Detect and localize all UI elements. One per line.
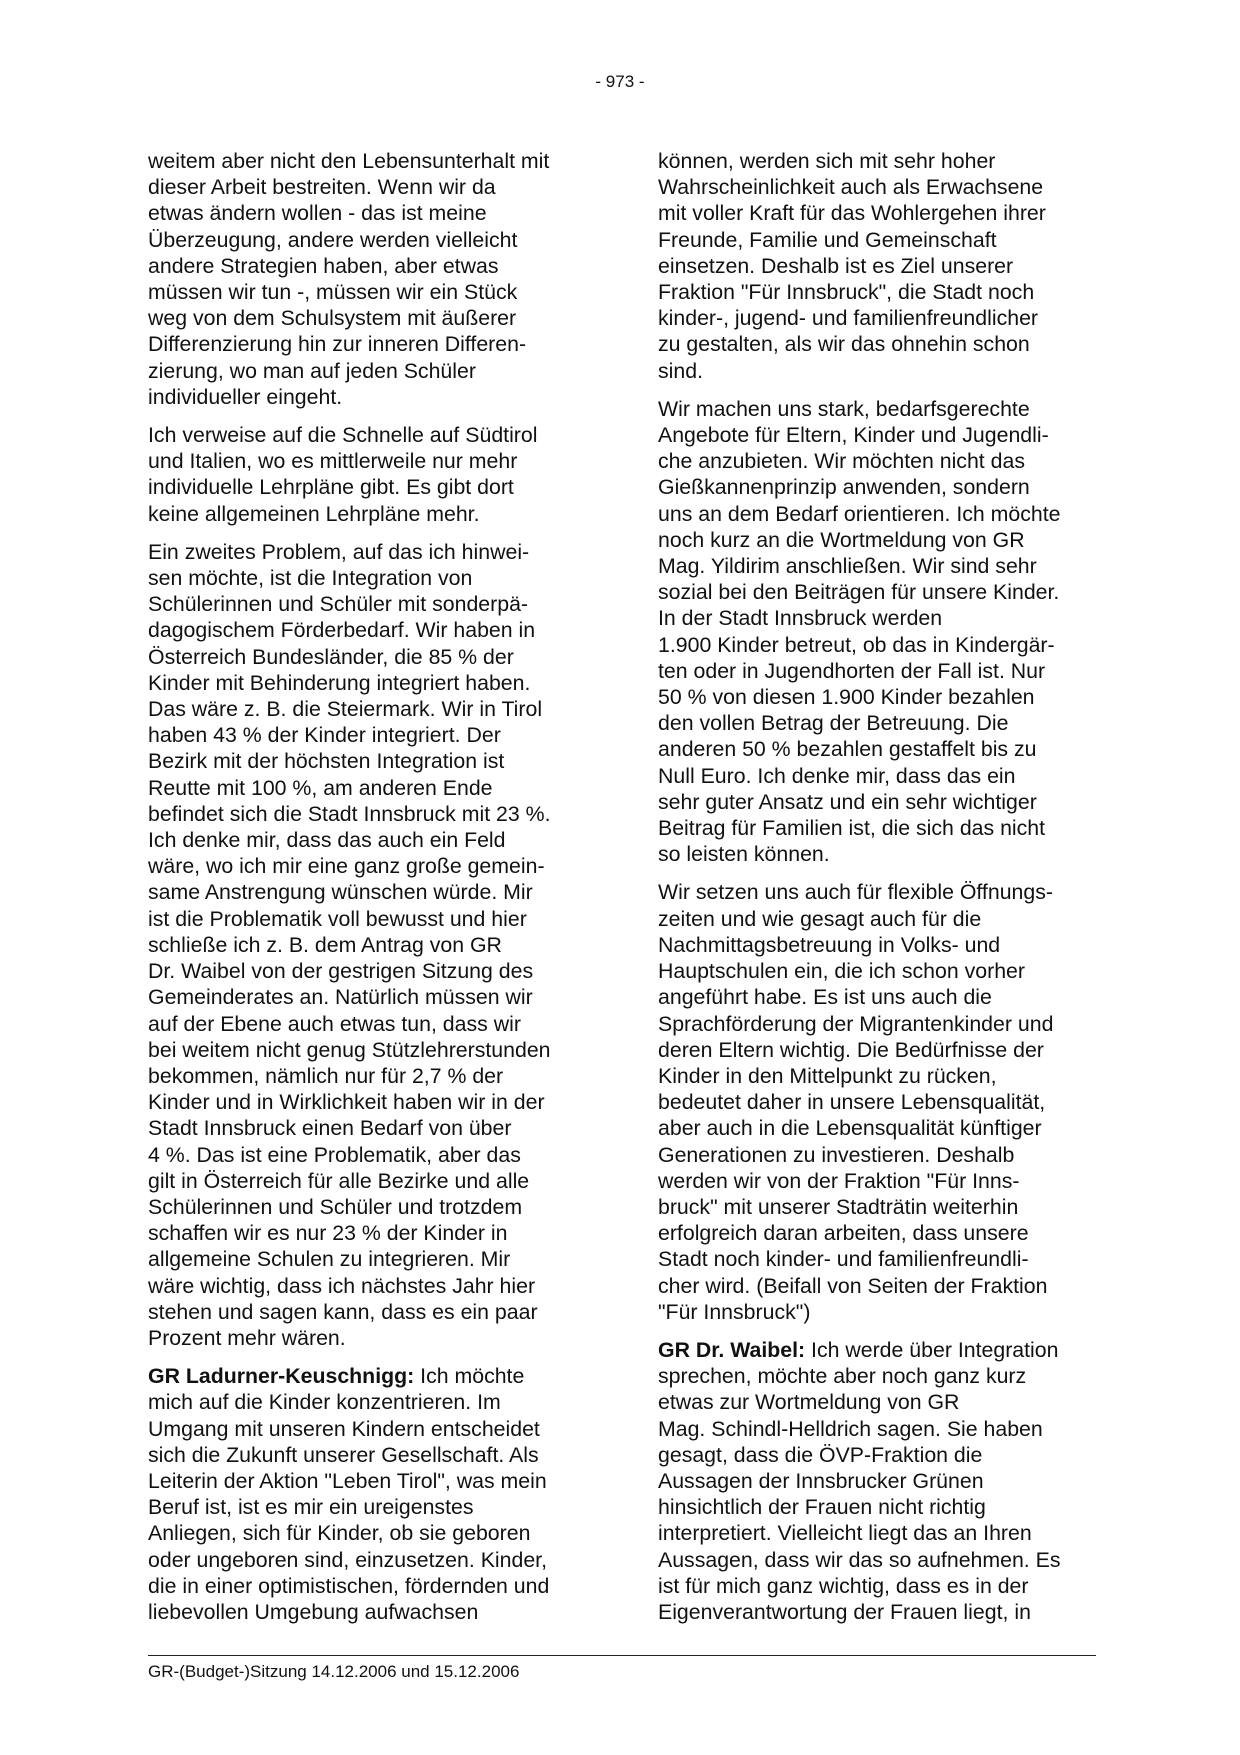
- paragraph: [658, 1337, 1098, 1625]
- paragraph-line: ist für mich ganz wichtig, dass es in der: [658, 1573, 1029, 1598]
- paragraph-line: Umgang mit unseren Kindern entscheidet: [148, 1416, 540, 1441]
- paragraph-line: Schülerinnen und Schüler mit sonderpä-: [148, 592, 529, 617]
- paragraph-line: Stadt Innsbruck einen Bedarf von über: [148, 1116, 512, 1141]
- paragraph-line: dieser Arbeit bestreiten. Wenn wir da: [148, 175, 496, 200]
- paragraph-line: oder ungeboren sind, einzusetzen. Kinder,: [148, 1547, 548, 1572]
- paragraph-line: Wahrscheinlichkeit auch als Erwachsene: [658, 175, 1044, 200]
- left-column: [148, 148, 588, 1637]
- paragraph-line: Mag. Schindl-Helldrich sagen. Sie haben: [658, 1416, 1043, 1441]
- paragraph-line: Kinder mit Behinderung integriert haben.: [148, 670, 531, 695]
- paragraph-line: Anliegen, sich für Kinder, ob sie geboren: [148, 1521, 531, 1546]
- paragraph-line: bedeutet daher in unsere Lebensqualität,: [658, 1090, 1046, 1115]
- paragraph-line: zierung, wo man auf jeden Schüler: [148, 358, 476, 383]
- paragraph-line: Leiterin der Aktion "Leben Tirol", was mein: [148, 1468, 547, 1493]
- paragraph-line: Das wäre z. B. die Steiermark. Wir in Tirol: [148, 697, 543, 722]
- paragraph-line: schließe ich z. B. dem Antrag von GR: [148, 932, 502, 957]
- paragraph-line: Stadt noch kinder- und familienfreundli-: [658, 1247, 1029, 1272]
- paragraph-line: und Italien, wo es mittlerweile nur mehr: [148, 449, 518, 474]
- paragraph-line: Ich denke mir, dass das auch ein Feld: [148, 828, 506, 853]
- speaker-name: GR Dr. Waibel:: [658, 1337, 806, 1362]
- paragraph: [148, 148, 588, 410]
- paragraph-line: so leisten können.: [658, 842, 830, 867]
- paragraph-line: Sprachförderung der Migrantenkinder und: [658, 1011, 1054, 1036]
- paragraph-line: Fraktion "Für Innsbruck", die Stadt noch: [658, 280, 1035, 305]
- paragraph: [658, 879, 1098, 1324]
- paragraph-line: mit voller Kraft für das Wohlergehen ihrer: [658, 201, 1046, 226]
- paragraph-line: Aussagen, dass wir das so aufnehmen. Es: [658, 1547, 1061, 1572]
- paragraph-line: Aussagen der Innsbrucker Grünen: [658, 1468, 984, 1493]
- paragraph-line: Dr. Waibel von der gestrigen Sitzung des: [148, 959, 534, 984]
- paragraph: [658, 396, 1098, 868]
- paragraph-line: aber auch in die Lebensqualität künftiger: [658, 1116, 1042, 1141]
- paragraph: [658, 148, 1098, 384]
- paragraph-line: Beruf ist, ist es mir ein ureigenstes: [148, 1495, 474, 1520]
- paragraph-line: Überzeugung, andere werden vielleicht: [148, 227, 518, 252]
- paragraph-line: Ein zweites Problem, auf das ich hinwei-: [148, 539, 530, 564]
- paragraph-line: Kinder und in Wirklichkeit haben wir in der: [148, 1090, 545, 1115]
- paragraph-line: Reutte mit 100 %, am anderen Ende: [148, 775, 493, 800]
- paragraph-line: werden wir von der Fraktion "Für Inns-: [658, 1168, 1020, 1193]
- paragraph-line: Beitrag für Familien ist, die sich das nicht: [658, 816, 1046, 841]
- paragraph-line: weg von dem Schulsystem mit äußerer: [148, 306, 517, 331]
- paragraph-line: interpretiert. Vielleicht liegt das an Ihren: [658, 1521, 1032, 1546]
- paragraph-line: Freunde, Familie und Gemeinschaft: [658, 227, 997, 252]
- paragraph-line: befindet sich die Stadt Innsbruck mit 23 %.: [148, 801, 551, 826]
- paragraph-line: Hauptschulen ein, die ich schon vorher: [658, 959, 1025, 984]
- paragraph-line: Generationen zu investieren. Deshalb: [658, 1142, 1015, 1167]
- paragraph-line: individueller eingeht.: [148, 384, 343, 409]
- paragraph-line: Prozent mehr wären.: [148, 1325, 346, 1350]
- paragraph-line: dagogischem Förderbedarf. Wir haben in: [148, 618, 536, 643]
- paragraph-line: 1.900 Kinder betreut, ob das in Kindergär-: [658, 632, 1055, 657]
- paragraph-line: deren Eltern wichtig. Die Bedürfnisse der: [658, 1037, 1044, 1062]
- speaker-text: Ich möchte: [414, 1364, 525, 1389]
- paragraph: [148, 539, 588, 1351]
- paragraph-line: etwas zur Wortmeldung von GR: [658, 1390, 960, 1415]
- paragraph-line: angeführt habe. Es ist uns auch die: [658, 985, 992, 1010]
- paragraph-line: Gießkannenprinzip anwenden, sondern: [658, 475, 1030, 500]
- paragraph-line: Null Euro. Ich denke mir, dass das ein: [658, 763, 1016, 788]
- speaker-name: GR Ladurner-Keuschnigg:: [148, 1364, 415, 1389]
- paragraph-line: Österreich Bundesländer, die 85 % der: [148, 644, 514, 669]
- paragraph-line: liebevollen Umgebung aufwachsen: [148, 1599, 479, 1624]
- paragraph-line: Nachmittagsbetreuung in Volks- und: [658, 932, 1001, 957]
- paragraph-line: den vollen Betrag der Betreuung. Die: [658, 711, 1009, 736]
- paragraph-line: müssen wir tun -, müssen wir ein Stück: [148, 280, 518, 305]
- paragraph-line: Schülerinnen und Schüler und trotzdem: [148, 1194, 523, 1219]
- paragraph-line: wäre, wo ich mir eine ganz große gemein-: [148, 854, 545, 879]
- paragraph-line: Kinder in den Mittelpunkt zu rücken,: [658, 1063, 997, 1088]
- paragraph-line: Wir setzen uns auch für flexible Öffnungs-: [658, 880, 1053, 905]
- paragraph-line: andere Strategien haben, aber etwas: [148, 253, 499, 278]
- paragraph-line: [148, 1363, 588, 1389]
- paragraph-line: Mag. Yildirim anschließen. Wir sind sehr: [658, 554, 1037, 579]
- paragraph-line: 4 %. Das ist eine Problematik, aber das: [148, 1142, 521, 1167]
- paragraph-line: etwas ändern wollen - das ist meine: [148, 201, 487, 226]
- paragraph-line: hinsichtlich der Frauen nicht richtig: [658, 1495, 986, 1520]
- paragraph-line: uns an dem Bedarf orientieren. Ich möchte: [658, 501, 1061, 526]
- paragraph-line: stehen und sagen kann, dass es ein paar: [148, 1299, 538, 1324]
- paragraph-line: keine allgemeinen Lehrpläne mehr.: [148, 501, 480, 526]
- paragraph-line: zeiten und wie gesagt auch für die: [658, 906, 982, 931]
- page-number: - 973 -: [595, 72, 645, 91]
- paragraph-line: allgemeine Schulen zu integrieren. Mir: [148, 1247, 511, 1272]
- paragraph-line: sehr guter Ansatz und ein sehr wichtiger: [658, 789, 1037, 814]
- paragraph-line: Ich verweise auf die Schnelle auf Südtirol: [148, 423, 538, 448]
- paragraph-line: anderen 50 % bezahlen gestaffelt bis zu: [658, 737, 1037, 762]
- paragraph-line: Angebote für Eltern, Kinder und Jugendli-: [658, 423, 1049, 448]
- paragraph-line: auf der Ebene auch etwas tun, dass wir: [148, 1011, 521, 1036]
- paragraph: [148, 1363, 588, 1625]
- paragraph-line: che anzubieten. Wir möchten nicht das: [658, 449, 1025, 474]
- paragraph-line: cher wird. (Beifall von Seiten der Fraktion: [658, 1273, 1048, 1298]
- footer-rule: [148, 1655, 1096, 1656]
- paragraph-line: In der Stadt Innsbruck werden: [658, 606, 943, 631]
- paragraph-line: sozial bei den Beiträgen für unsere Kinder.: [658, 580, 1060, 605]
- paragraph-line: individuelle Lehrpläne gibt. Es gibt dort: [148, 475, 514, 500]
- paragraph-line: noch kurz an die Wortmeldung von GR: [658, 527, 1025, 552]
- paragraph-line: ten oder in Jugendhorten der Fall ist. Nur: [658, 658, 1046, 683]
- paragraph-line: können, werden sich mit sehr hoher: [658, 149, 996, 173]
- paragraph-line: 50 % von diesen 1.900 Kinder bezahlen: [658, 685, 1035, 710]
- paragraph-line: "Für Innsbruck"): [658, 1299, 811, 1324]
- paragraph-line: einsetzen. Deshalb ist es Ziel unserer: [658, 253, 1014, 278]
- paragraph-line: schaffen wir es nur 23 % der Kinder in: [148, 1221, 508, 1246]
- paragraph-line: haben 43 % der Kinder integriert. Der: [148, 723, 501, 748]
- footer-text: GR-(Budget-)Sitzung 14.12.2006 und 15.12.2006: [148, 1662, 520, 1681]
- paragraph-line: Wir machen uns stark, bedarfsgerechte: [658, 396, 1030, 421]
- paragraph-line: bei weitem nicht genug Stützlehrerstunden: [148, 1037, 551, 1062]
- paragraph-line: bekommen, nämlich nur für 2,7 % der: [148, 1063, 504, 1088]
- paragraph-line: Gemeinderates an. Natürlich müssen wir: [148, 985, 533, 1010]
- paragraph-line: [658, 1337, 1098, 1363]
- paragraph-line: erfolgreich daran arbeiten, dass unsere: [658, 1221, 1029, 1246]
- paragraph-line: kinder-, jugend- und familienfreundlicher: [658, 306, 1039, 331]
- paragraph-line: wäre wichtig, dass ich nächstes Jahr hier: [148, 1273, 536, 1298]
- paragraph-line: sprechen, möchte aber noch ganz kurz: [658, 1364, 1027, 1389]
- paragraph: [148, 422, 588, 527]
- paragraph-line: Bezirk mit der höchsten Integration ist: [148, 749, 505, 774]
- paragraph-line: gilt in Österreich für alle Bezirke und alle: [148, 1168, 530, 1193]
- paragraph-line: ist die Problematik voll bewusst und hier: [148, 906, 527, 931]
- right-column: [658, 148, 1098, 1637]
- paragraph-line: die in einer optimistischen, fördernden und: [148, 1573, 550, 1598]
- paragraph-line: bruck" mit unserer Stadträtin weiterhin: [658, 1194, 1019, 1219]
- speaker-text: Ich werde über Integration: [805, 1337, 1059, 1362]
- paragraph-line: weitem aber nicht den Lebensunterhalt mit: [148, 149, 550, 173]
- paragraph-line: sich die Zukunft unserer Gesellschaft. Als: [148, 1442, 539, 1467]
- paragraph-line: Eigenverantwortung der Frauen liegt, in: [658, 1599, 1031, 1624]
- paragraph-line: gesagt, dass die ÖVP-Fraktion die: [658, 1442, 983, 1467]
- paragraph-line: sen möchte, ist die Integration von: [148, 566, 473, 591]
- paragraph-line: Differenzierung hin zur inneren Differen-: [148, 332, 527, 357]
- paragraph-line: same Anstrengung wünschen würde. Mir: [148, 880, 533, 905]
- paragraph-line: zu gestalten, als wir das ohnehin schon: [658, 332, 1030, 357]
- paragraph-line: mich auf die Kinder konzentrieren. Im: [148, 1390, 501, 1415]
- paragraph-line: sind.: [658, 358, 703, 383]
